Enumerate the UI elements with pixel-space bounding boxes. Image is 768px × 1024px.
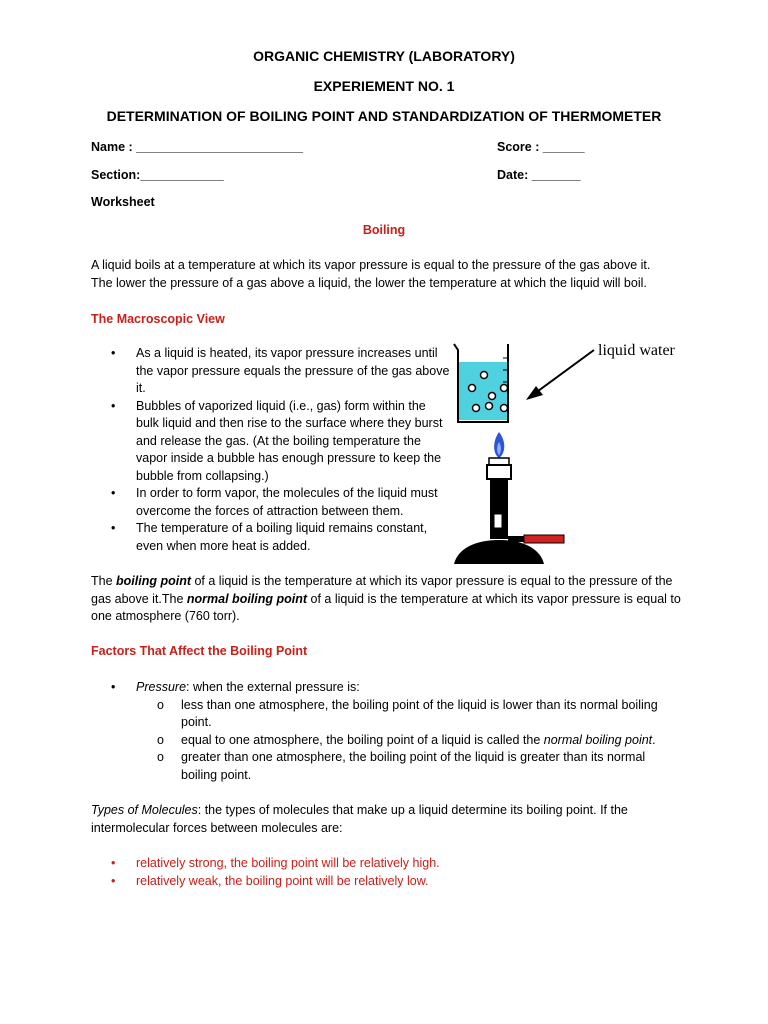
worksheet-label: Worksheet [91, 195, 155, 209]
boiling-intro-line-1: A liquid boils at a temperature at which its vapor pressure is equal to the pressure of the gas above it. [91, 258, 651, 272]
macroscopic-list [111, 345, 451, 555]
term-normal-boiling-point: normal boiling point [186, 591, 308, 606]
boiling-point-definition: The boiling point of a liquid is the temperature at which its vapor pressure is equal to the pressure of the gas above it.The normal boiling point of a liquid is the temperature at which its vapor pressure is equal to one atmosphere (760 torr). [91, 574, 681, 623]
bullet-icon: • [111, 486, 116, 500]
liquid-fill [458, 362, 508, 420]
bullet-icon: • [111, 398, 116, 413]
pointer-arrow [534, 350, 594, 394]
circle-bullet-icon: o [157, 750, 164, 764]
pressure-list [111, 679, 681, 784]
experiment-number: EXPERIEMENT NO. 1 [313, 78, 455, 94]
bullet-icon: • [111, 521, 116, 535]
list-item: • Bubbles of vaporized liquid (i.e., gas) form within the bulk liquid and then rise to the surface where they burst and release the gas. (At the boiling temperature the vapor inside a bubble has enough pressure to keep the bubble from collapsing.) [111, 398, 443, 483]
course-title: ORGANIC CHEMISTRY (LABORATORY) [253, 48, 515, 64]
boiling-water-figure [452, 336, 684, 566]
list-item: • relatively strong, the boiling point will be relatively high. [111, 855, 671, 873]
list-item: • relatively weak, the boiling point will be relatively low. [111, 873, 671, 891]
figure-label: liquid water [598, 342, 675, 359]
term-boiling-point: boiling point [116, 574, 191, 588]
list-item: o equal to one atmosphere, the boiling point of a liquid is called the normal boiling point. [157, 732, 681, 750]
name-field [91, 139, 303, 157]
burner-icon [490, 479, 508, 539]
term-types-of-molecules: Types of Molecules [91, 803, 198, 817]
list-item: o greater than one atmosphere, the boiling point of the liquid is greater than its normal boiling point. [157, 750, 646, 782]
experiment-title: DETERMINATION OF BOILING POINT AND STANDARDIZATION OF THERMOMETER [106, 108, 662, 124]
score-field [497, 139, 585, 157]
bullet-icon: • [111, 856, 116, 870]
circle-bullet-icon: o [157, 697, 164, 712]
bullet-icon: • [111, 680, 116, 694]
bullet-icon: • [111, 873, 116, 888]
section-label: Section: [91, 168, 141, 182]
list-item: • The temperature of a boiling liquid remains constant, even when more heat is added. [111, 521, 428, 553]
name-label: Name : [91, 140, 133, 154]
boiling-intro [91, 257, 711, 292]
boiling-heading: Boiling [362, 223, 406, 237]
date-label: Date: [497, 168, 529, 182]
macroscopic-heading: The Macroscopic View [91, 312, 225, 326]
burner-base [454, 540, 544, 564]
list-item: • As a liquid is heated, its vapor pressure increases until the vapor pressure equals the pressure of the gas above it. [111, 346, 450, 395]
date-blank[interactable]: _______ [531, 168, 581, 182]
list-item: • Pressure: when the external pressure is: o less than one atmosphere, the boiling point of the liquid is lower than its normal boiling point. o equal to one atmosphere, the boiling point of a liquid is called the normal boiling point. o greater than one atmosphere, the boiling point of the liquid is greater than its normal boiling point. [111, 679, 681, 784]
term-pressure: Pressure [136, 680, 187, 694]
list-item: o less than one atmosphere, the boiling point of the liquid is lower than its normal boiling point. [157, 697, 658, 729]
date-field [497, 167, 580, 185]
boiling-intro-line-2: The lower the pressure of a gas above a liquid, the lower the temperature at which the liquid will boil. [91, 275, 647, 290]
beaker-burner-illustration [452, 336, 684, 566]
strength-list [111, 855, 671, 890]
pressure-sublist [157, 697, 681, 785]
types-of-molecules: Types of Molecules: the types of molecules that make up a liquid determine its boiling point. If the intermolecular forces between molecules are: [91, 803, 628, 835]
name-blank[interactable]: ________________________ [136, 140, 304, 154]
circle-bullet-icon: o [157, 732, 164, 747]
list-item: • In order to form vapor, the molecules of the liquid must overcome the forces of attraction between them. [111, 486, 438, 518]
gas-hose [524, 535, 564, 543]
section-field [91, 167, 224, 185]
section-blank[interactable]: ____________ [140, 168, 224, 182]
score-blank[interactable]: ______ [542, 140, 585, 154]
bullet-icon: • [111, 346, 116, 360]
factors-heading: Factors That Affect the Boiling Point [91, 644, 308, 658]
score-label: Score : [497, 140, 540, 154]
